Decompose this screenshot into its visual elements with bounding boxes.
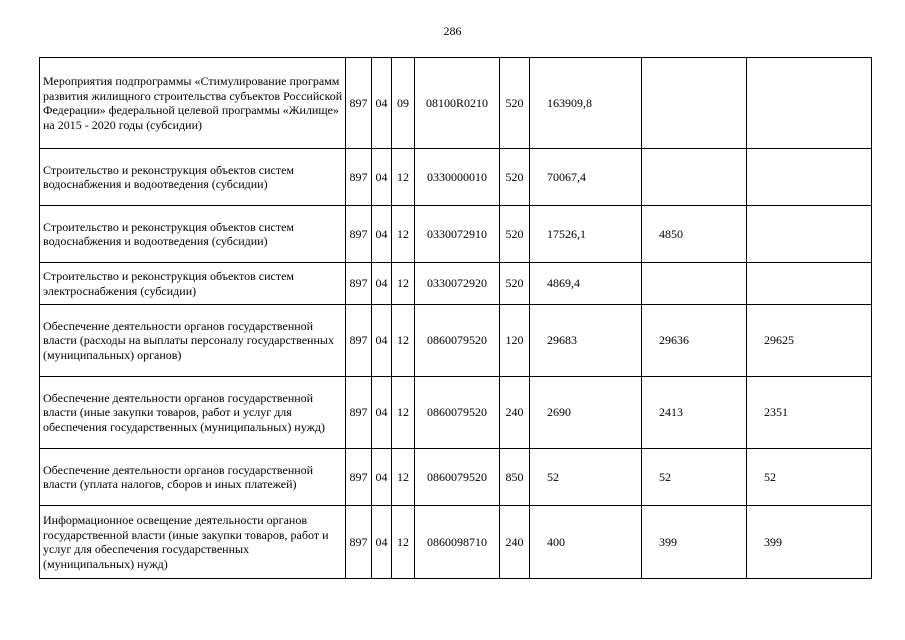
cell-expense-type: 520 [500, 58, 530, 149]
budget-table [39, 57, 872, 579]
cell-target-article: 0860079520 [415, 449, 500, 506]
cell-amount-2: 399 [642, 506, 747, 579]
table-row [40, 263, 872, 305]
table-row [40, 149, 872, 206]
row-description: Мероприятия подпрограммы «Стимулирование программ развития жилищного строительства субъектов Российской Федерации» федеральной целевой программы «Жилище» на 2015 - 2020 годы (субсидии) [40, 58, 346, 149]
table-row [40, 506, 872, 579]
cell-subsection: 12 [392, 149, 415, 206]
table-row [40, 206, 872, 263]
row-description: Строительство и реконструкция объектов систем водоснабжения и водоотведения (субсидии) [40, 206, 346, 263]
cell-amount-2: 2413 [642, 377, 747, 449]
row-description: Обеспечение деятельности органов государственной власти (уплата налогов, сборов и иных платежей) [40, 449, 346, 506]
table-row [40, 305, 872, 377]
cell-grbs: 897 [346, 377, 372, 449]
cell-amount-1: 400 [530, 506, 642, 579]
cell-target-article: 0860098710 [415, 506, 500, 579]
cell-section: 04 [372, 305, 392, 377]
cell-section: 04 [372, 449, 392, 506]
cell-subsection: 12 [392, 305, 415, 377]
cell-section: 04 [372, 149, 392, 206]
cell-amount-1: 52 [530, 449, 642, 506]
cell-expense-type: 520 [500, 263, 530, 305]
cell-section: 04 [372, 58, 392, 149]
cell-grbs: 897 [346, 206, 372, 263]
cell-grbs: 897 [346, 58, 372, 149]
cell-grbs: 897 [346, 305, 372, 377]
cell-amount-2: 52 [642, 449, 747, 506]
cell-amount-1: 4869,4 [530, 263, 642, 305]
cell-amount-3 [747, 58, 872, 149]
cell-amount-3: 2351 [747, 377, 872, 449]
cell-amount-1: 17526,1 [530, 206, 642, 263]
cell-target-article: 0860079520 [415, 305, 500, 377]
cell-expense-type: 240 [500, 377, 530, 449]
cell-section: 04 [372, 263, 392, 305]
cell-subsection: 09 [392, 58, 415, 149]
cell-target-article: 0330072920 [415, 263, 500, 305]
cell-expense-type: 520 [500, 149, 530, 206]
page-number: 286 [443, 24, 462, 38]
cell-amount-2 [642, 149, 747, 206]
cell-expense-type: 120 [500, 305, 530, 377]
cell-amount-3: 52 [747, 449, 872, 506]
cell-amount-1: 70067,4 [530, 149, 642, 206]
cell-amount-1: 163909,8 [530, 58, 642, 149]
cell-amount-3 [747, 149, 872, 206]
cell-amount-3 [747, 206, 872, 263]
cell-amount-3: 399 [747, 506, 872, 579]
cell-target-article: 0860079520 [415, 377, 500, 449]
row-description: Обеспечение деятельности органов государственной власти (иные закупки товаров, работ и услуг для обеспечения государственных (муниципальных) нужд) [40, 377, 346, 449]
cell-section: 04 [372, 377, 392, 449]
cell-target-article: 0330000010 [415, 149, 500, 206]
cell-expense-type: 850 [500, 449, 530, 506]
cell-subsection: 12 [392, 263, 415, 305]
cell-expense-type: 240 [500, 506, 530, 579]
cell-grbs: 897 [346, 506, 372, 579]
cell-amount-1: 2690 [530, 377, 642, 449]
cell-section: 04 [372, 506, 392, 579]
cell-amount-3 [747, 263, 872, 305]
cell-subsection: 12 [392, 449, 415, 506]
cell-subsection: 12 [392, 377, 415, 449]
cell-amount-2 [642, 263, 747, 305]
row-description: Строительство и реконструкция объектов систем электроснабжения (субсидии) [40, 263, 346, 305]
cell-target-article: 0330072910 [415, 206, 500, 263]
cell-amount-2: 29636 [642, 305, 747, 377]
table-row [40, 449, 872, 506]
cell-section: 04 [372, 206, 392, 263]
cell-amount-2 [642, 58, 747, 149]
cell-amount-2: 4850 [642, 206, 747, 263]
cell-amount-3: 29625 [747, 305, 872, 377]
table-row [40, 377, 872, 449]
cell-grbs: 897 [346, 263, 372, 305]
cell-expense-type: 520 [500, 206, 530, 263]
row-description: Обеспечение деятельности органов государственной власти (расходы на выплаты персоналу государственных (муниципальных) органов) [40, 305, 346, 377]
table-row [40, 58, 872, 149]
row-description: Информационное освещение деятельности органов государственной власти (иные закупки товаров, работ и услуг для обеспечения государственных (муниципальных) нужд) [40, 506, 346, 579]
cell-subsection: 12 [392, 506, 415, 579]
row-description: Строительство и реконструкция объектов систем водоснабжения и водоотведения (субсидии) [40, 149, 346, 206]
cell-grbs: 897 [346, 449, 372, 506]
cell-subsection: 12 [392, 206, 415, 263]
cell-grbs: 897 [346, 149, 372, 206]
cell-target-article: 08100R0210 [415, 58, 500, 149]
cell-amount-1: 29683 [530, 305, 642, 377]
